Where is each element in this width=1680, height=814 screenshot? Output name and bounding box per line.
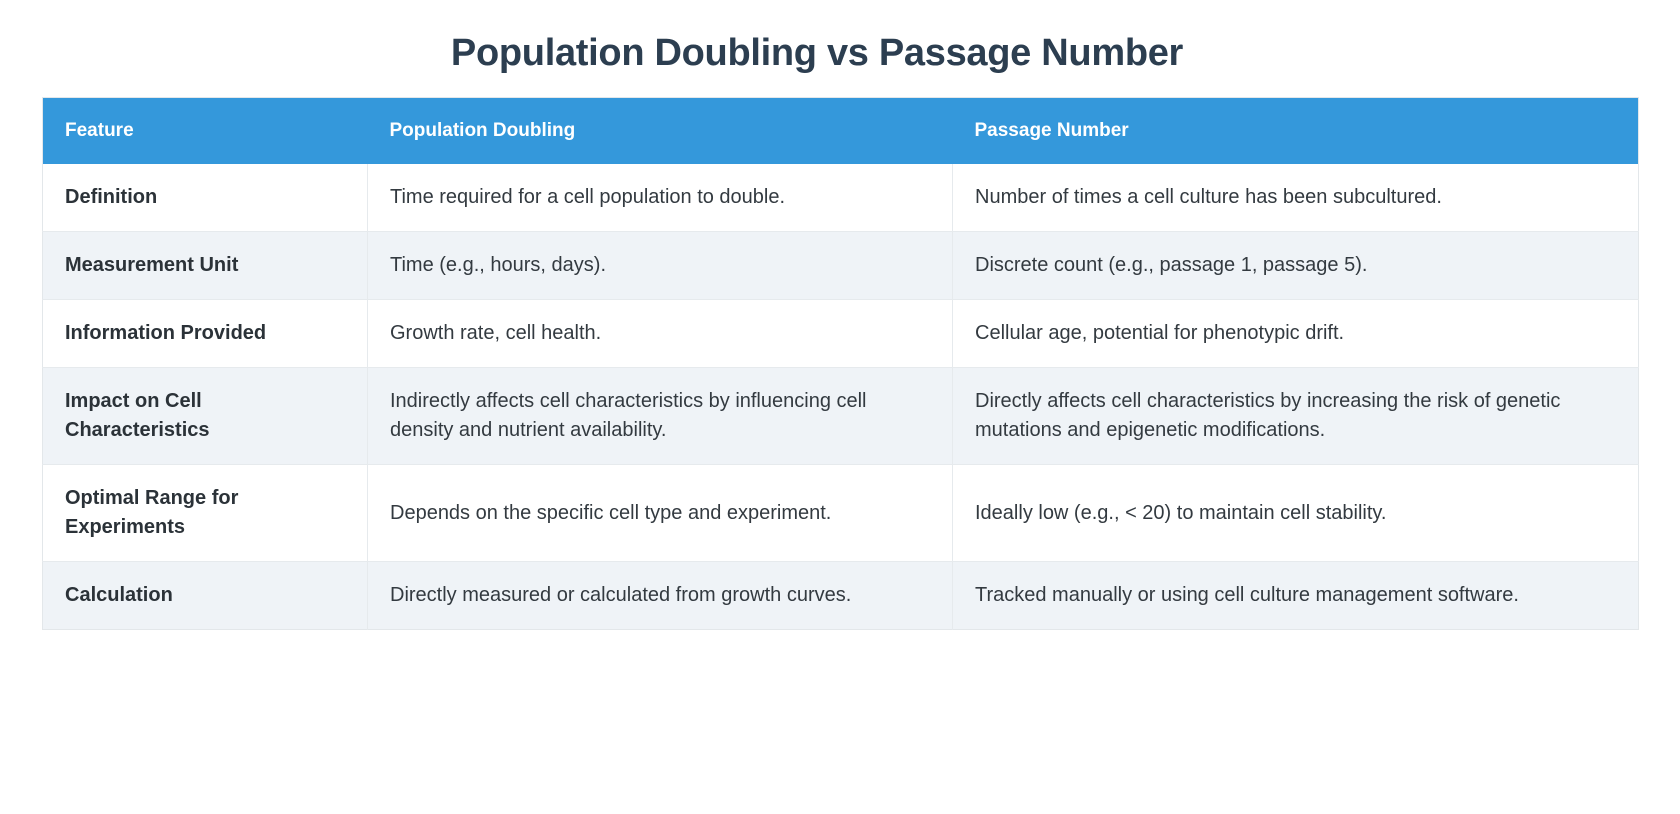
table-header-row [43,98,1639,165]
cell-feature: Impact on Cell Characteristics [43,368,368,465]
cell-population-doubling: Directly measured or calculated from growth curves. [368,562,953,630]
cell-population-doubling: Depends on the specific cell type and experiment. [368,465,953,562]
table-row [43,300,1639,368]
column-header-population-doubling: Population Doubling [368,98,953,165]
column-header-passage-number: Passage Number [953,98,1639,165]
table-body [43,164,1639,630]
cell-population-doubling: Indirectly affects cell characteristics by influencing cell density and nutrient availability. [368,368,953,465]
table-row [43,232,1639,300]
cell-passage-number: Number of times a cell culture has been subcultured. [953,164,1639,232]
cell-passage-number: Discrete count (e.g., passage 1, passage 5). [953,232,1639,300]
cell-passage-number: Ideally low (e.g., < 20) to maintain cell stability. [953,465,1639,562]
cell-feature: Optimal Range for Experiments [43,465,368,562]
table-row [43,465,1639,562]
table-row [43,368,1639,465]
cell-passage-number: Directly affects cell characteristics by increasing the risk of genetic mutations and epigenetic modifications. [953,368,1639,465]
cell-feature: Definition [43,164,368,232]
cell-passage-number: Tracked manually or using cell culture management software. [953,562,1639,630]
cell-feature: Information Provided [43,300,368,368]
cell-population-doubling: Growth rate, cell health. [368,300,953,368]
table-row [43,164,1639,232]
cell-population-doubling: Time required for a cell population to double. [368,164,953,232]
comparison-table [42,97,1639,630]
table-row [43,562,1639,630]
cell-feature: Calculation [43,562,368,630]
column-header-feature: Feature [43,98,368,165]
cell-passage-number: Cellular age, potential for phenotypic drift. [953,300,1639,368]
page-title: Population Doubling vs Passage Number [450,32,1184,74]
cell-feature: Measurement Unit [43,232,368,300]
cell-population-doubling: Time (e.g., hours, days). [368,232,953,300]
table-header [43,98,1639,165]
